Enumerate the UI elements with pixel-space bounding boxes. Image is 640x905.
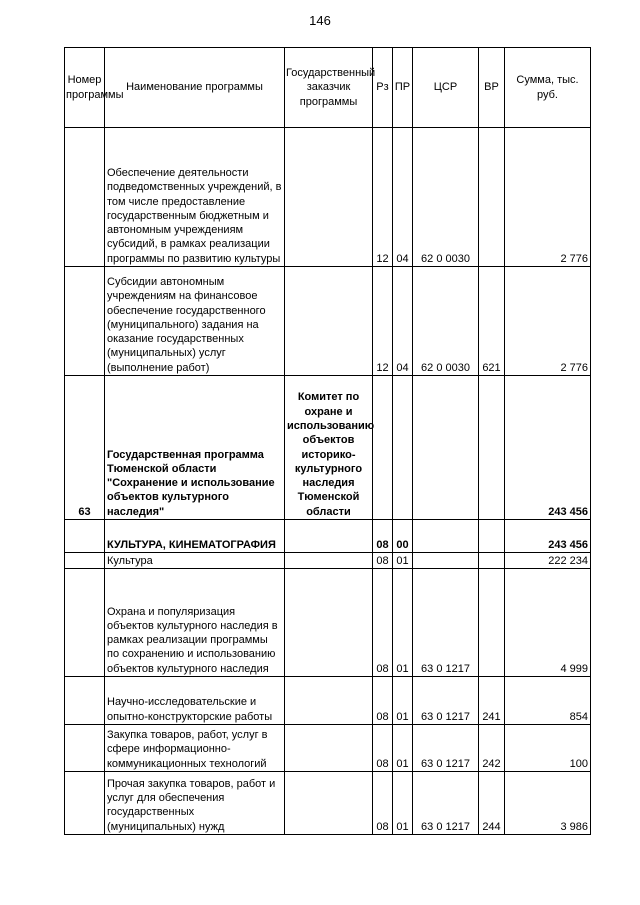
header-sum: Сумма, тыс. руб. bbox=[505, 48, 591, 128]
cell-customer bbox=[285, 725, 373, 772]
cell-name: Субсидии автономным учреждениям на финансовое обеспечение государственного (муниципального) задания на оказание государственных (муниципальных) услуг (выполнение работ) bbox=[105, 267, 285, 376]
program-customer: Комитет по охране и использованию объектов историко-культурного наследия Тюменской области bbox=[285, 376, 373, 520]
subsection-sum: 222 234 bbox=[505, 553, 591, 569]
cell-vr: 621 bbox=[479, 267, 505, 376]
cell-pr: 04 bbox=[393, 128, 413, 267]
cell-rz: 08 bbox=[373, 520, 393, 553]
table-row bbox=[65, 772, 591, 835]
cell-vr bbox=[479, 376, 505, 520]
cell-pr: 01 bbox=[393, 553, 413, 569]
cell-name: Обеспечение деятельности подведомственных учреждений, в том числе предоставление государственным бюджетным и автономным учреждениям субсидий, в рамках реализации программы по развитию культуры bbox=[105, 128, 285, 267]
cell-num bbox=[65, 725, 105, 772]
cell-csr: 62 0 0030 bbox=[413, 128, 479, 267]
cell-vr bbox=[479, 569, 505, 677]
program-row bbox=[65, 376, 591, 520]
header-name: Наименование программы bbox=[105, 48, 285, 128]
cell-csr bbox=[413, 520, 479, 553]
cell-rz: 12 bbox=[373, 128, 393, 267]
header-vr: ВР bbox=[479, 48, 505, 128]
cell-customer bbox=[285, 772, 373, 835]
cell-vr bbox=[479, 128, 505, 267]
page-number: 146 bbox=[309, 13, 331, 28]
cell-vr bbox=[479, 520, 505, 553]
cell-pr bbox=[393, 376, 413, 520]
header-customer: Государственный заказчик программы bbox=[285, 48, 373, 128]
header-row bbox=[65, 48, 591, 128]
cell-name: Прочая закупка товаров, работ и услуг для обеспечения государственных (муниципальных) нужд bbox=[105, 772, 285, 835]
cell-customer bbox=[285, 267, 373, 376]
cell-num bbox=[65, 569, 105, 677]
cell-sum: 100 bbox=[505, 725, 591, 772]
cell-pr: 01 bbox=[393, 569, 413, 677]
cell-sum: 4 999 bbox=[505, 569, 591, 677]
cell-pr: 01 bbox=[393, 725, 413, 772]
cell-csr: 63 0 1217 bbox=[413, 725, 479, 772]
cell-pr: 01 bbox=[393, 772, 413, 835]
cell-customer bbox=[285, 569, 373, 677]
cell-rz: 08 bbox=[373, 725, 393, 772]
budget-table bbox=[64, 47, 591, 835]
cell-vr: 241 bbox=[479, 677, 505, 725]
cell-customer bbox=[285, 520, 373, 553]
cell-rz: 08 bbox=[373, 677, 393, 725]
cell-pr: 01 bbox=[393, 677, 413, 725]
cell-csr: 63 0 1217 bbox=[413, 772, 479, 835]
program-number: 63 bbox=[65, 376, 105, 520]
cell-num bbox=[65, 772, 105, 835]
cell-rz bbox=[373, 376, 393, 520]
table-row bbox=[65, 128, 591, 267]
cell-name: Закупка товаров, работ, услуг в сфере информационно-коммуникационных технологий bbox=[105, 725, 285, 772]
cell-rz: 08 bbox=[373, 553, 393, 569]
cell-pr: 00 bbox=[393, 520, 413, 553]
cell-customer bbox=[285, 677, 373, 725]
cell-num bbox=[65, 677, 105, 725]
table-row bbox=[65, 267, 591, 376]
header-pr: ПР bbox=[393, 48, 413, 128]
table-row bbox=[65, 725, 591, 772]
subsection-name: Культура bbox=[105, 553, 285, 569]
header-csr: ЦСР bbox=[413, 48, 479, 128]
cell-customer bbox=[285, 128, 373, 267]
cell-vr: 242 bbox=[479, 725, 505, 772]
cell-sum: 2 776 bbox=[505, 128, 591, 267]
cell-pr: 04 bbox=[393, 267, 413, 376]
cell-csr bbox=[413, 376, 479, 520]
cell-sum: 854 bbox=[505, 677, 591, 725]
cell-name: Научно-исследовательские и опытно-конструкторские работы bbox=[105, 677, 285, 725]
section-name: КУЛЬТУРА, КИНЕМАТОГРАФИЯ bbox=[105, 520, 285, 553]
section-sum: 243 456 bbox=[505, 520, 591, 553]
cell-num bbox=[65, 553, 105, 569]
cell-csr: 62 0 0030 bbox=[413, 267, 479, 376]
subsection-row bbox=[65, 553, 591, 569]
program-sum: 243 456 bbox=[505, 376, 591, 520]
cell-name: Охрана и популяризация объектов культурного наследия в рамках реализации программы по сохранению и использованию объектов культурного наследия bbox=[105, 569, 285, 677]
section-row bbox=[65, 520, 591, 553]
cell-vr bbox=[479, 553, 505, 569]
table-row bbox=[65, 569, 591, 677]
cell-customer bbox=[285, 553, 373, 569]
table-row bbox=[65, 677, 591, 725]
header-rz: Рз bbox=[373, 48, 393, 128]
cell-num bbox=[65, 520, 105, 553]
cell-csr: 63 0 1217 bbox=[413, 677, 479, 725]
cell-csr bbox=[413, 553, 479, 569]
cell-vr: 244 bbox=[479, 772, 505, 835]
cell-rz: 12 bbox=[373, 267, 393, 376]
header-num: Номер программы bbox=[65, 48, 105, 128]
cell-num bbox=[65, 267, 105, 376]
cell-csr: 63 0 1217 bbox=[413, 569, 479, 677]
cell-sum: 2 776 bbox=[505, 267, 591, 376]
cell-sum: 3 986 bbox=[505, 772, 591, 835]
cell-rz: 08 bbox=[373, 772, 393, 835]
cell-rz: 08 bbox=[373, 569, 393, 677]
cell-num bbox=[65, 128, 105, 267]
program-name: Государственная программа Тюменской области "Сохранение и использование объектов культурного наследия" bbox=[105, 376, 285, 520]
